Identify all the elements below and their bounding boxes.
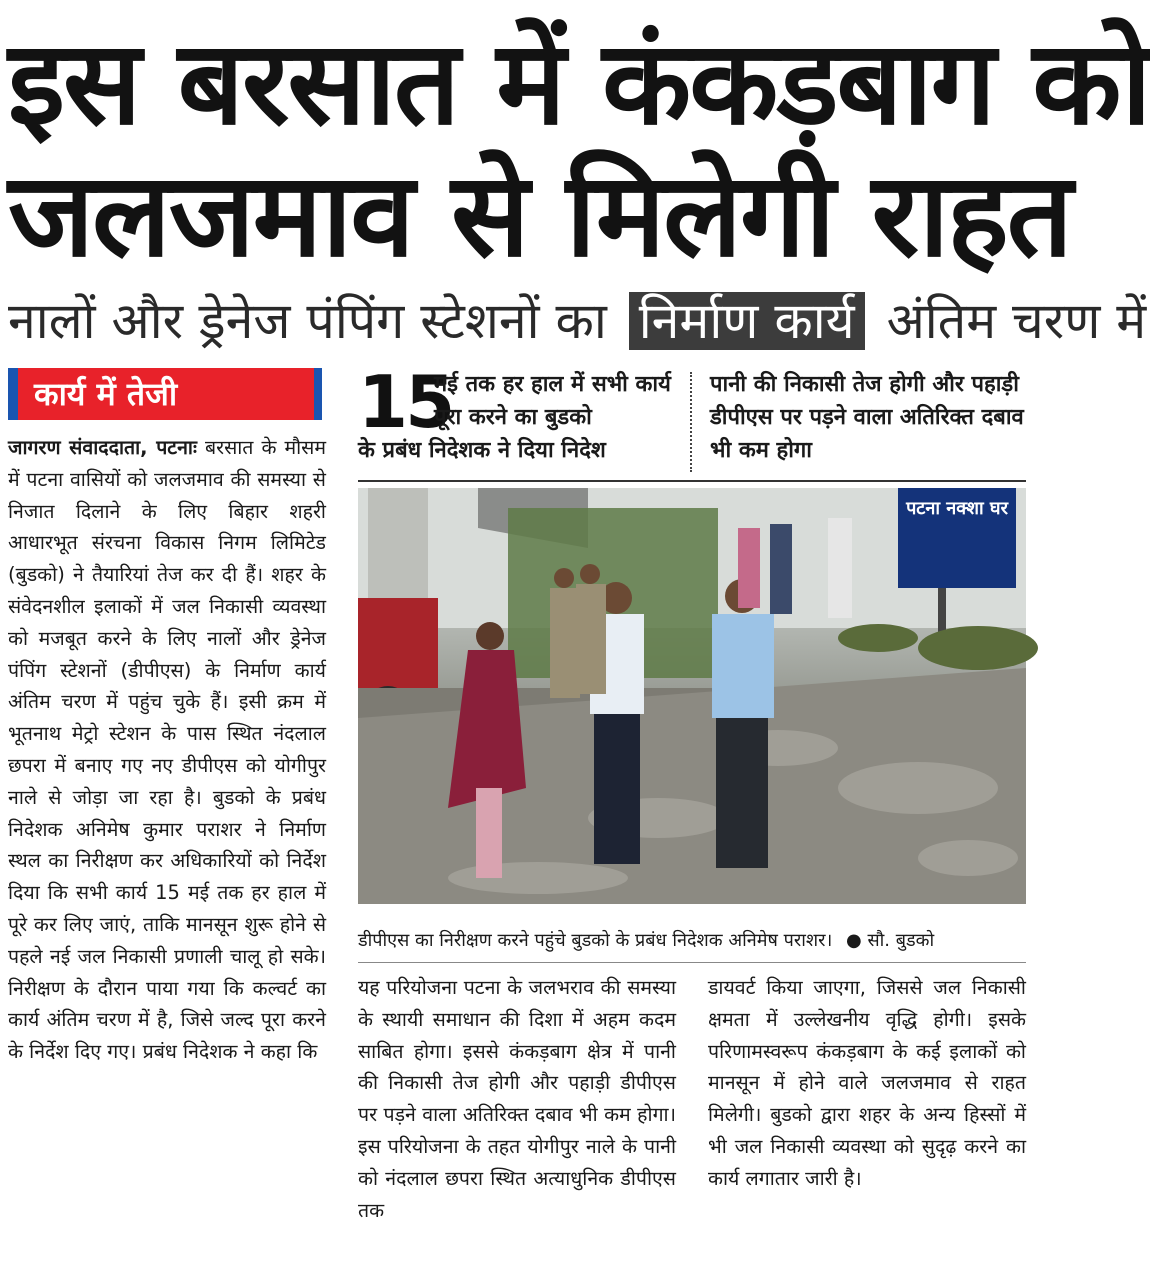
highlight-divider: [690, 372, 692, 472]
headline-line-1: इस बरसात में कंकड़बाग को: [8, 16, 1150, 151]
headline-line-2: जलजमाव से मिलेगी राहत: [8, 148, 1071, 283]
section-kicker: कार्य में तेजी: [8, 368, 322, 420]
caption-rule: [358, 962, 1026, 963]
article-column-2: यह परियोजना पटना के जलभराव की समस्या के स्थायी समाधान की दिशा में अहम कदम साबित होगा। इससे कंकड़बाग क्षेत्र में पानी की निकासी तेज होगी और पहाड़ी डीपीएस पर पड़ने वाला अतिरिक्त दबाव भी कम होगा। इस परियोजना के तहत योगीपुर नाले के पानी को नंदलाल छपरा स्थित अत्याधुनिक डीपीएस तक: [358, 976, 676, 1222]
highlight-box-deadline: [358, 360, 674, 474]
highlight-text-2: पानी की निकासी तेज होगी और पहाड़ी डीपीएस पर पड़ने वाला अतिरिक्त दबाव भी कम होगा: [710, 372, 1024, 463]
photo-credit: ● सौ. बुडको: [846, 930, 935, 951]
caption-text: डीपीएस का निरीक्षण करने पहुंचे बुडको के प्रबंध निदेशक अनिमेष पराशर।: [358, 930, 833, 951]
photo-illustration: [358, 488, 1026, 904]
subhead-after: अंतिम चरण में: [886, 292, 1147, 350]
highlight-text-1b: के प्रबंध निदेशक ने दिया निदेश: [358, 438, 606, 463]
highlight-box-drainage: [710, 366, 1030, 474]
subheadline: [8, 286, 1147, 356]
photo-caption: [358, 926, 1026, 956]
highlight-number: 15: [358, 360, 453, 444]
headline: [8, 16, 1150, 283]
police-officers: [550, 564, 606, 698]
inspection-photo: [358, 488, 1026, 904]
subhead-before: नालों और ड्रेनेज पंपिंग स्टेशनों का: [8, 292, 607, 350]
article-column-1: [8, 432, 326, 1068]
photo-sign: पटना नक्शा घर: [906, 498, 1008, 519]
byline: जागरण संवाददाता, पटनाः: [8, 436, 197, 459]
column-1-text: बरसात के मौसम में पटना वासियों को जलजमाव की समस्या से निजात दिलाने के लिए बिहार शहरी आधारभूत संरचना विकास निगम लिमिटेड (बुडको) ने तैयारियां तेज कर दी हैं। शहर के संवेदनशील इलाकों में जल निकासी व्यवस्था को मजबूत करने के लिए नालों और ड्रेनेज पंपिंग स्टेशनों (डीपीएस) के निर्माण कार्य अंतिम चरण में पहुंच चुके हैं। इसी क्रम में भूतनाथ मेट्रो स्टेशन के पास स्थित नंदलाल छपरा में बनाए गए नए डीपीएस को योगीपुर नाले से जोड़ा जा रहा है। बुडको के प्रबंध निदेशक अनिमेष कुमार पराशर ने निर्माण स्थल का निरीक्षण कर अधिकारियों को निर्देश दिया कि सभी कार्य 15 मई तक हर हाल में पूरे कर लिए जाएं, ताकि मानसून शुरू होने से पहले नई जल निकासी प्रणाली चालू हो सके। निरीक्षण के दौरान पाया गया कि कल्वर्ट का कार्य अंतिम चरण में है, जिसे जल्द पूरा करने के निर्देश दिए गए। प्रबंध निदेशक ने कहा कि: [8, 436, 327, 1064]
photo-top-rule: [358, 480, 1026, 482]
subhead-highlight: निर्माण कार्य: [629, 292, 865, 350]
person-man-2: [712, 579, 774, 868]
highlight-text-1: मई तक हर हाल में सभी कार्य पूरा करने का बुडको: [434, 372, 671, 430]
article-column-3: डायवर्ट किया जाएगा, जिससे जल निकासी क्षमता में उल्लेखनीय वृद्धि होगी। इसके परिणामस्वरूप कंकड़बाग के कई इलाकों को मानसून में होने वाले जलजमाव से राहत मिलेगी। बुडको द्वारा शहर के अन्य हिस्सों में भी जल निकासी व्यवस्था को सुदृढ़ करने का कार्य लगातार जारी है।: [708, 976, 1026, 1190]
